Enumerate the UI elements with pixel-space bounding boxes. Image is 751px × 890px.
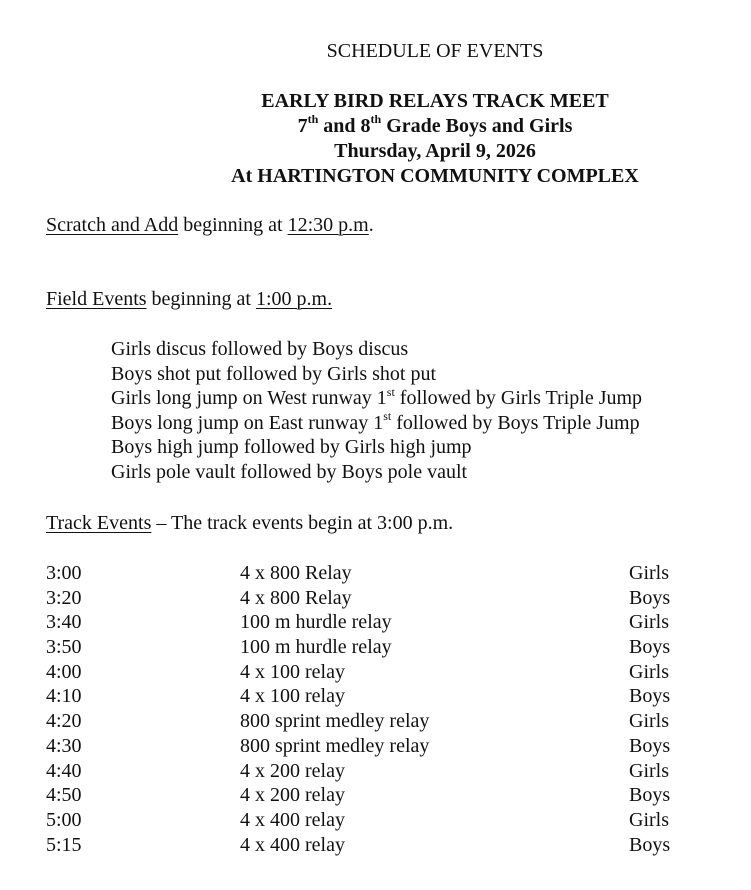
table-row [46,586,706,611]
event-gender: Boys [629,586,671,609]
event-name: 4 x 200 relay [240,759,345,782]
scratch-and-add-line: Scratch and Add beginning at 12:30 p.m. [46,214,374,236]
list-item: Girls pole vault followed by Boys pole vault [111,460,468,483]
event-name: 4 x 100 relay [240,685,345,708]
list-item: Boys shot put followed by Girls shot put [111,362,437,385]
table-row [46,561,706,586]
table-row [46,783,706,808]
event-time: 4:40 [46,759,82,782]
table-row [46,833,706,858]
event-name: 100 m hurdle relay [240,636,392,659]
field-events-line: Field Events beginning at 1:00 p.m. [46,288,333,310]
event-time: 5:15 [46,833,82,856]
event-time: 3:50 [46,636,82,659]
table-row [46,709,706,734]
event-gender: Girls [629,660,669,683]
table-row [46,635,706,660]
field-events-label: Field Events [46,288,147,310]
scratch-label: Scratch and Add [46,214,179,236]
event-time: 3:20 [46,586,82,609]
table-row [46,759,706,784]
event-name: 4 x 800 Relay [240,562,352,584]
field-events-time: 1:00 p.m. [255,288,333,310]
event-gender: Boys [629,685,671,708]
scratch-time: 12:30 p.m [287,214,369,236]
event-name: 4 x 100 relay [240,660,345,683]
event-gender: Girls [629,808,669,831]
event-name: 4 x 400 relay [240,808,345,831]
table-row [46,684,706,709]
event-name: 800 sprint medley relay [240,734,430,757]
event-name: 4 x 400 relay [240,833,345,856]
event-time: 5:00 [46,808,82,831]
track-events-label: Track Events [46,512,152,534]
table-row [46,808,706,833]
event-time: 3:40 [46,611,82,634]
event-gender: Girls [629,611,669,634]
event-time: 4:00 [46,660,82,683]
event-gender: Boys [629,833,671,856]
event-time: 4:10 [46,685,82,708]
event-gender: Boys [629,636,671,659]
meet-name-heading: EARLY BIRD RELAYS TRACK MEET [261,90,609,112]
event-time: 3:00 [46,562,82,584]
list-item: Girls discus followed by Boys discus [111,338,409,360]
field-events-list [111,337,642,485]
event-name: 4 x 800 Relay [240,586,352,609]
event-name: 100 m hurdle relay [240,611,392,634]
event-gender: Girls [629,759,669,782]
track-events-table [46,561,706,857]
location-heading: At HARTINGTON COMMUNITY COMPLEX [231,165,639,187]
event-name: 4 x 200 relay [240,784,345,807]
table-row [46,660,706,685]
table-row [46,610,706,635]
event-time: 4:50 [46,784,82,807]
track-events-line: Track Events – The track events begin at 3:00 p.m. [46,512,454,534]
table-row [46,734,706,759]
grade-heading: 7th and 8th Grade Boys and Girls [297,112,573,137]
event-time: 4:20 [46,710,82,733]
list-item: Girls long jump on West runway 1st followed by Girls Triple Jump [111,384,643,410]
event-gender: Girls [629,710,669,733]
document-title: SCHEDULE OF EVENTS [326,40,544,62]
event-time: 4:30 [46,734,82,757]
list-item: Boys long jump on East runway 1st followed by Boys Triple Jump [111,409,640,434]
event-name: 800 sprint medley relay [240,710,430,733]
event-gender: Girls [629,562,669,584]
list-item: Boys high jump followed by Girls high jump [111,436,472,459]
event-gender: Boys [629,784,671,807]
event-gender: Boys [629,734,671,757]
date-heading: Thursday, April 9, 2026 [334,140,536,162]
